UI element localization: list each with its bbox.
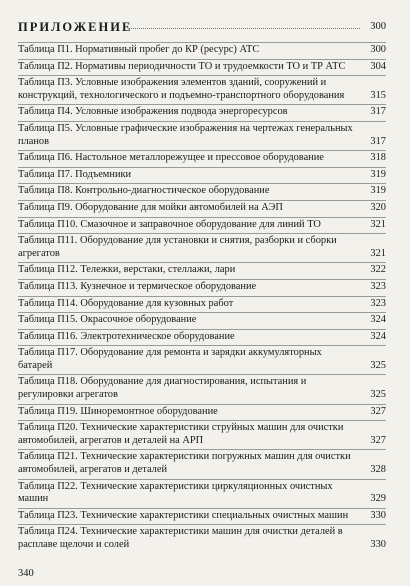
toc-entry-page: 318 bbox=[370, 152, 386, 164]
toc-entry-title: Таблица П21. Технические характеристики погружных машин для очистки автомобилей, агрегатов и деталей bbox=[18, 451, 351, 476]
toc-entry-title: Таблица П23. Технические характеристики специальных очистных машин bbox=[18, 509, 349, 521]
entry-divider bbox=[18, 200, 386, 201]
toc-entry[interactable] bbox=[18, 264, 386, 279]
entry-divider bbox=[18, 59, 386, 60]
toc-entry[interactable] bbox=[18, 281, 386, 296]
toc-entry-page: 329 bbox=[370, 493, 386, 505]
entry-divider bbox=[18, 420, 386, 421]
toc-entry[interactable] bbox=[18, 347, 386, 374]
entry-divider bbox=[18, 121, 386, 122]
toc-entry[interactable] bbox=[18, 481, 386, 508]
toc-entry-page: 321 bbox=[370, 218, 386, 230]
entry-divider bbox=[18, 262, 386, 263]
toc-entry-page: 325 bbox=[370, 359, 386, 371]
toc-entry[interactable] bbox=[18, 219, 386, 234]
toc-entry-title: Таблица П4. Условные изображения подвода энергоресурсов bbox=[18, 106, 288, 118]
entry-divider bbox=[18, 296, 386, 297]
toc-entry-page: 300 bbox=[370, 44, 386, 55]
toc-entry[interactable] bbox=[18, 406, 386, 421]
toc-entry-page: 320 bbox=[370, 201, 386, 213]
toc-entry-title: Таблица П14. Оборудование для кузовных работ bbox=[18, 297, 234, 309]
toc-entry-title: Таблица П6. Настольное металлорежущее и прессовое оборудование bbox=[18, 152, 324, 164]
section-title: ПРИЛОЖЕНИЕ bbox=[18, 20, 133, 34]
entry-divider bbox=[18, 345, 386, 346]
section-header bbox=[18, 20, 386, 36]
toc-entry[interactable] bbox=[18, 77, 386, 104]
toc-entry[interactable] bbox=[18, 106, 386, 121]
entry-divider bbox=[18, 508, 386, 509]
toc-entry[interactable] bbox=[18, 526, 386, 553]
toc-entry-title: Таблица П17. Оборудование для ремонта и зарядки аккумуляторных батарей bbox=[18, 347, 322, 371]
toc-entry[interactable] bbox=[18, 202, 386, 217]
toc-entry[interactable] bbox=[18, 123, 386, 150]
entry-divider bbox=[18, 479, 386, 480]
entry-divider bbox=[18, 524, 386, 525]
toc-entry[interactable] bbox=[18, 376, 386, 403]
toc-entry-title: Таблица П10. Смазочное и заправочное оборудование для линий ТО bbox=[18, 218, 321, 230]
toc-entry-title: Таблица П8. Контрольно-диагностическое оборудование bbox=[18, 185, 270, 197]
toc-entry-title: Таблица П12. Тележки, верстаки, стеллажи, лари bbox=[18, 264, 236, 276]
toc-entry[interactable] bbox=[18, 422, 386, 449]
entry-divider bbox=[18, 183, 386, 184]
toc-entry-page: 330 bbox=[370, 539, 386, 550]
entry-divider bbox=[18, 279, 386, 280]
toc-entry-page: 323 bbox=[370, 280, 386, 292]
section-page-number: 300 bbox=[370, 21, 386, 32]
toc-entry-title: Таблица П2. Нормативы периодичности ТО и трудоемкости ТО и ТР АТС bbox=[18, 60, 346, 72]
entry-divider bbox=[18, 329, 386, 330]
entry-divider bbox=[18, 150, 386, 151]
toc-entry-title: Таблица П16. Электротехническое оборудование bbox=[18, 330, 235, 342]
toc-entry-page: 323 bbox=[370, 297, 386, 309]
toc-entry-title: Таблица П15. Окрасочное оборудование bbox=[18, 314, 197, 326]
toc-entry[interactable] bbox=[18, 314, 386, 329]
toc-entry-page: 328 bbox=[370, 464, 386, 476]
table-of-contents bbox=[18, 42, 386, 554]
toc-entry-page: 322 bbox=[370, 264, 386, 276]
entry-divider bbox=[18, 404, 386, 405]
entry-divider bbox=[18, 167, 386, 168]
toc-entry-page: 330 bbox=[370, 509, 386, 521]
toc-entry-page: 319 bbox=[370, 168, 386, 180]
entry-divider bbox=[18, 217, 386, 218]
toc-entry[interactable] bbox=[18, 235, 386, 262]
toc-entry-title: Таблица П19. Шиноремонтное оборудование bbox=[18, 405, 218, 417]
toc-entry[interactable] bbox=[18, 451, 386, 478]
toc-entry[interactable] bbox=[18, 152, 386, 167]
entry-divider bbox=[18, 449, 386, 450]
entry-divider bbox=[18, 75, 386, 76]
toc-entry-page: 324 bbox=[370, 330, 386, 342]
footer-page-number: 340 bbox=[18, 568, 34, 579]
toc-entry-title: Таблица П13. Кузнечное и термическое оборудование bbox=[18, 280, 257, 292]
entry-divider bbox=[18, 312, 386, 313]
entry-divider bbox=[18, 233, 386, 234]
toc-entry[interactable] bbox=[18, 44, 386, 59]
toc-entry[interactable] bbox=[18, 169, 386, 184]
toc-entry[interactable] bbox=[18, 61, 386, 76]
toc-entry[interactable] bbox=[18, 510, 386, 525]
toc-entry-page: 324 bbox=[370, 314, 386, 326]
toc-entry-page: 304 bbox=[370, 60, 386, 72]
toc-entry-title: Таблица П7. Подъемники bbox=[18, 168, 132, 180]
toc-entry-page: 317 bbox=[370, 135, 386, 147]
toc-entry-page: 319 bbox=[370, 185, 386, 197]
toc-entry-page: 321 bbox=[370, 247, 386, 259]
toc-entry[interactable] bbox=[18, 298, 386, 313]
toc-entry-page: 325 bbox=[370, 389, 386, 401]
toc-entry-title: Таблица П3. Условные изображения элементов зданий, сооружений и конструкций, технологического и подъемно-транспортного оборудования bbox=[18, 77, 345, 101]
toc-entry-title: Таблица П11. Оборудование для установки и снятия, разборки и сборки агрегатов bbox=[18, 235, 337, 259]
toc-entry-title: Таблица П18. Оборудование для диагностирования, испытания и регулировки агрегатов bbox=[18, 376, 307, 401]
toc-entry-title: Таблица П1. Нормативный пробег до КР (ресурс) АТС bbox=[18, 44, 260, 55]
toc-entry-title: Таблица П22. Технические характеристики циркуляционных очистных машин bbox=[18, 480, 333, 505]
leader-dots bbox=[128, 28, 360, 29]
toc-entry-title: Таблица П20. Технические характеристики струйных машин для очистки автомобилей, агрегатов и деталей на АРП bbox=[18, 422, 344, 446]
entry-divider bbox=[18, 42, 386, 43]
entry-divider bbox=[18, 374, 386, 375]
toc-entry-title: Таблица П5. Условные графические изображения на чертежах генеральных планов bbox=[18, 122, 353, 147]
toc-entry[interactable] bbox=[18, 185, 386, 200]
toc-entry-page: 327 bbox=[370, 434, 386, 446]
toc-entry-page: 317 bbox=[370, 106, 386, 118]
toc-entry-page: 315 bbox=[370, 89, 386, 101]
entry-divider bbox=[18, 104, 386, 105]
toc-entry-title: Таблица П9. Оборудование для мойки автомобилей на АЭП bbox=[18, 201, 283, 213]
toc-entry[interactable] bbox=[18, 331, 386, 346]
toc-entry-title: Таблица П24. Технические характеристики машин для очистки деталей в расплаве щелочи и солей bbox=[18, 526, 343, 550]
toc-entry-page: 327 bbox=[370, 405, 386, 417]
